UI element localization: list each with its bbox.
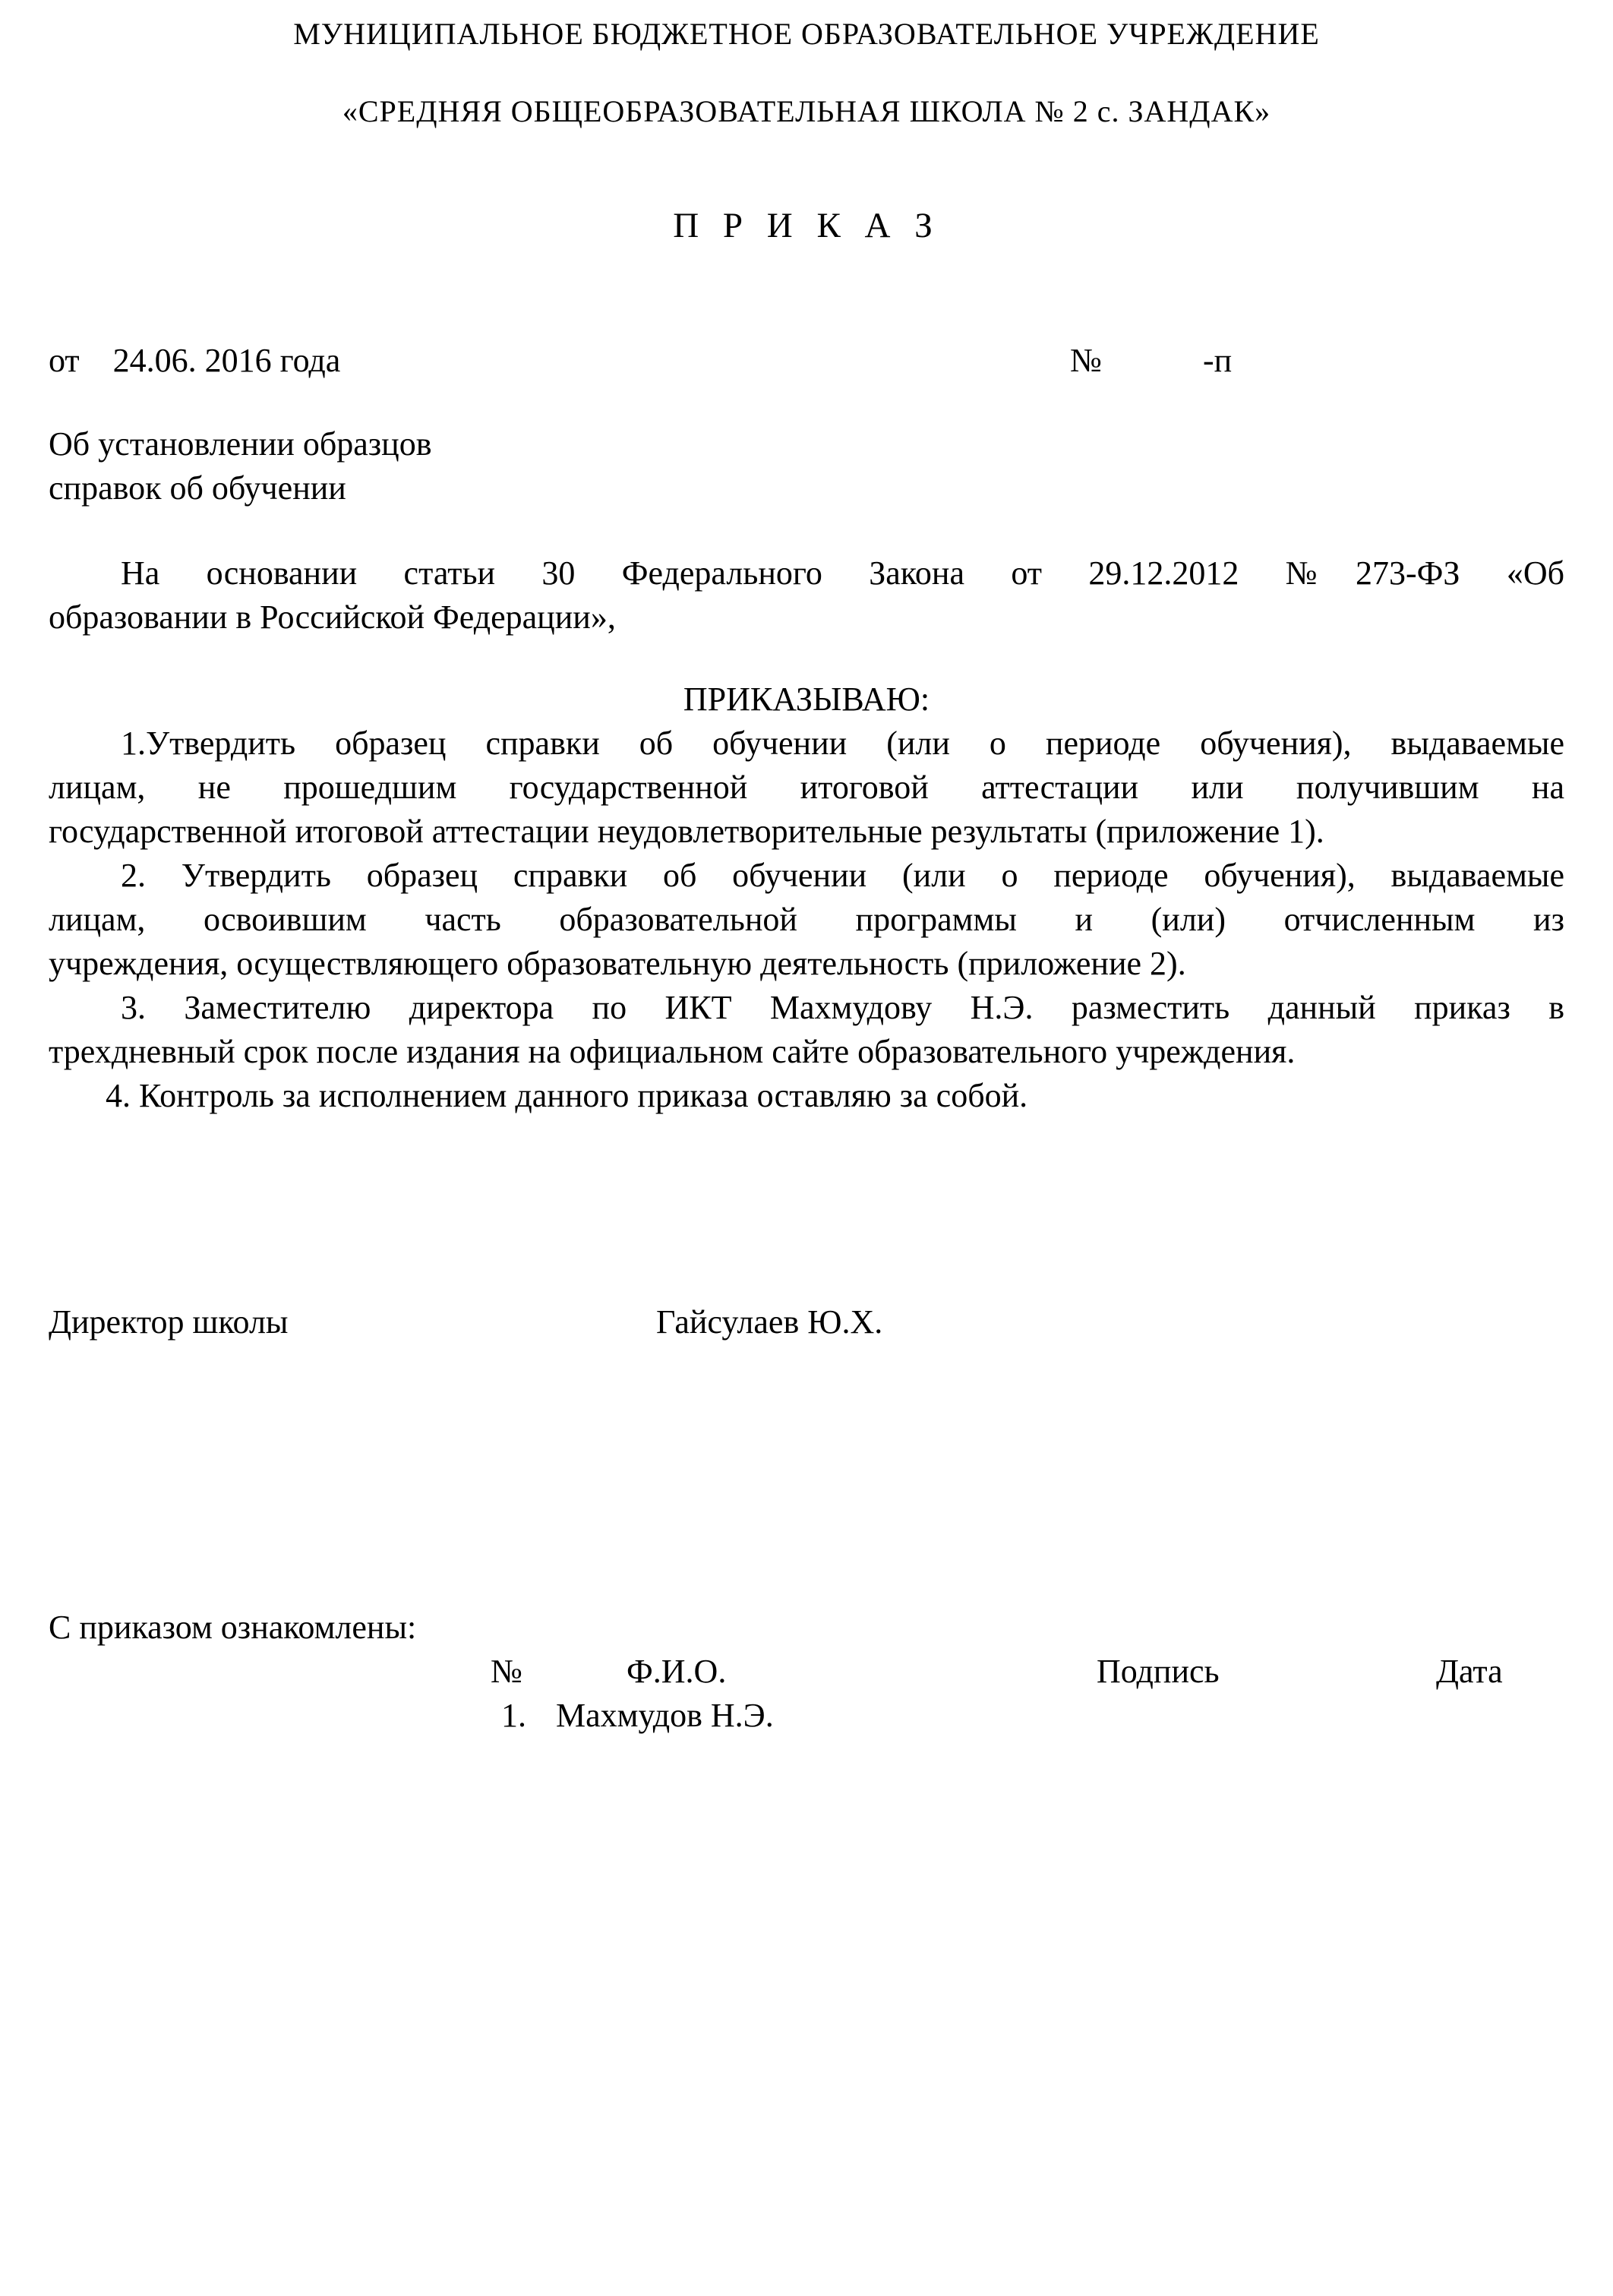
preamble-line: На основании статьи 30 Федерального Закона от 29.12.2012 №273-ФЗ «Об <box>121 554 1564 592</box>
order-item-line: государственной итоговой аттестации неудовлетворительные результаты (приложение 1). <box>49 813 1324 850</box>
date-number-row <box>49 339 1564 383</box>
signatory-name: Гайсулаев Ю.Х. <box>656 1303 883 1341</box>
ack-col-signature: Подпись <box>1097 1653 1220 1690</box>
order-item-line: лицам, освоившим часть образовательной программы и (или) отчисленным из <box>49 901 1564 938</box>
document-title: П Р И К А З <box>673 206 940 245</box>
order-item-4 <box>49 1074 1564 1118</box>
order-item-line: 2. Утвердить образец справки об обучении (или о периоде обучения), выдаваемые <box>121 857 1564 894</box>
signatory-position: Директор школы <box>49 1303 289 1341</box>
order-number-suffix: -п <box>1203 342 1233 379</box>
subject-line1: Об установлении образцов <box>49 425 432 463</box>
resolution-word: ПРИКАЗЫВАЮ: <box>683 681 930 718</box>
order-item-line: лицам, не прошедшим государственной итоговой аттестации или получившим на <box>49 769 1564 806</box>
preamble-paragraph <box>49 551 1564 640</box>
order-item-line: 1.Утвердить образец справки об обучении (или о периоде обучения), выдаваемые <box>121 725 1564 762</box>
acknowledgement-label: С приказом ознакомлены: <box>49 1609 417 1646</box>
order-item-3 <box>49 986 1564 1074</box>
order-date: от 24.06. 2016 года <box>49 342 341 379</box>
order-item-line: 4. Контроль за исполнением данного приказа оставляю за собой. <box>106 1077 1028 1114</box>
signature-row <box>49 1300 1564 1344</box>
order-item-line: учреждения, осуществляющего образовательную деятельность (приложение 2). <box>49 945 1186 982</box>
order-item-1 <box>49 722 1564 854</box>
order-item-2 <box>49 854 1564 986</box>
order-number-sign: № <box>1070 342 1102 379</box>
ack-row-number: 1. <box>501 1697 526 1734</box>
ack-col-date: Дата <box>1436 1653 1503 1690</box>
org-name-line2: «СРЕДНЯЯ ОБЩЕОБРАЗОВАТЕЛЬНАЯ ШКОЛА № 2 с. ЗАНДАК» <box>342 94 1271 128</box>
ack-col-fullname: Ф.И.О. <box>627 1653 727 1690</box>
order-item-line: 3. Заместителю директора по ИКТ Махмудову Н.Э. разместить данный приказ в <box>121 989 1564 1026</box>
ack-row-name: Махмудов Н.Э. <box>556 1697 774 1734</box>
acknowledgement-row-1 <box>49 1694 1564 1738</box>
acknowledgement-header-row <box>49 1650 1564 1694</box>
org-name-line1: МУНИЦИПАЛЬНОЕ БЮДЖЕТНОЕ ОБРАЗОВАТЕЛЬНОЕ УЧРЕЖДЕНИЕ <box>293 17 1320 51</box>
order-item-line: трехдневный срок после издания на официальном сайте образовательного учреждения. <box>49 1033 1296 1070</box>
preamble-line: образовании в Российской Федерации», <box>49 598 616 636</box>
subject-line2: справок об обучении <box>49 469 346 507</box>
ack-col-number: № <box>491 1653 522 1690</box>
